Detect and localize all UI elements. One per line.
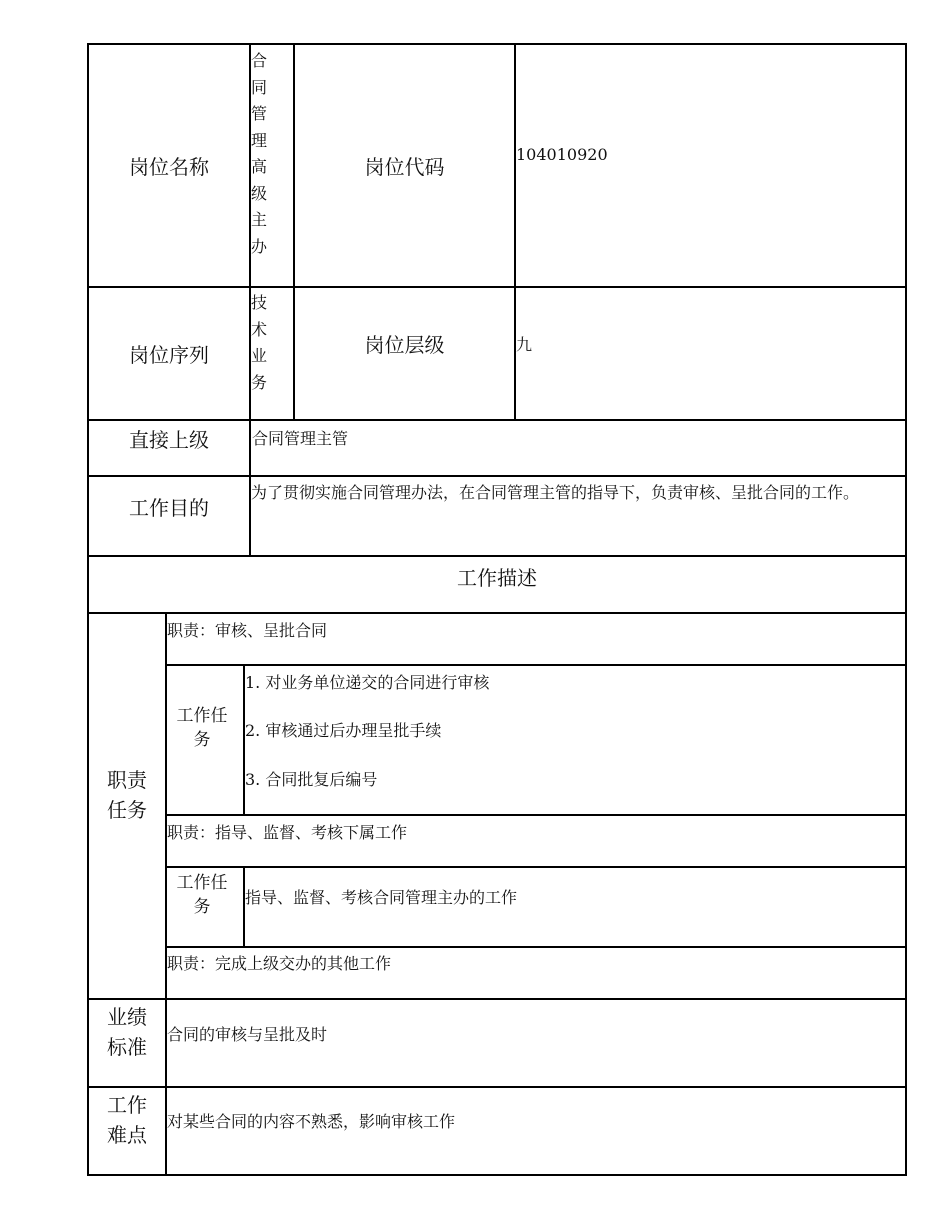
difficulty-label: 工作难点 <box>107 1093 147 1147</box>
table-border-bottom <box>87 1174 907 1176</box>
divider <box>87 419 907 421</box>
position-name-value: 合同管理高级主办 <box>251 51 268 256</box>
duty-1-task-label: 工作任务 <box>176 706 228 750</box>
position-code-value: 104010920 <box>516 145 608 164</box>
purpose-label: 工作目的 <box>129 496 209 520</box>
divider <box>87 1086 907 1088</box>
performance-label: 业绩标准 <box>107 1005 147 1059</box>
divider <box>87 555 907 557</box>
duty-3: 职责：完成上级交办的其他工作 <box>167 954 392 973</box>
duty-2: 职责：指导、监督、考核下属工作 <box>167 823 408 842</box>
duties-section-label: 职责任务 <box>107 768 147 822</box>
position-sequence-value: 技术业务 <box>251 293 268 392</box>
performance-value: 合同的审核与呈批及时 <box>167 1025 328 1044</box>
position-sequence-label: 岗位序列 <box>129 343 209 367</box>
divider <box>514 43 516 420</box>
duty-1-task-3: 3. 合同批复后编号 <box>245 770 378 789</box>
superior-label: 直接上级 <box>129 428 209 452</box>
divider <box>87 475 907 477</box>
divider <box>87 998 907 1000</box>
duty-1-task-1: 1. 对业务单位递交的合同进行审核 <box>245 673 490 692</box>
divider <box>165 946 907 948</box>
divider <box>165 814 907 816</box>
table-border-right <box>905 43 907 1176</box>
duty-2-task-label: 工作任务 <box>176 873 228 917</box>
position-level-value: 九 <box>516 335 533 354</box>
position-code-label: 岗位代码 <box>364 155 445 179</box>
position-name-label: 岗位名称 <box>129 155 209 179</box>
divider <box>87 612 907 614</box>
duty-2-task: 指导、监督、考核合同管理主办的工作 <box>245 888 518 907</box>
divider <box>165 664 907 666</box>
superior-value: 合同管理主管 <box>252 429 349 448</box>
duty-1: 职责：审核、呈批合同 <box>167 621 328 640</box>
difficulty-value: 对某些合同的内容不熟悉，影响审核工作 <box>167 1112 456 1131</box>
purpose-value: 为了贯彻实施合同管理办法，在合同管理主管的指导下，负责审核、呈批合同的工作。 <box>251 483 860 502</box>
work-description-header: 工作描述 <box>457 566 537 590</box>
divider <box>165 866 907 868</box>
divider <box>165 612 167 1175</box>
duty-1-task-2: 2. 审核通过后办理呈批手续 <box>245 721 442 740</box>
position-level-label: 岗位层级 <box>364 333 445 357</box>
